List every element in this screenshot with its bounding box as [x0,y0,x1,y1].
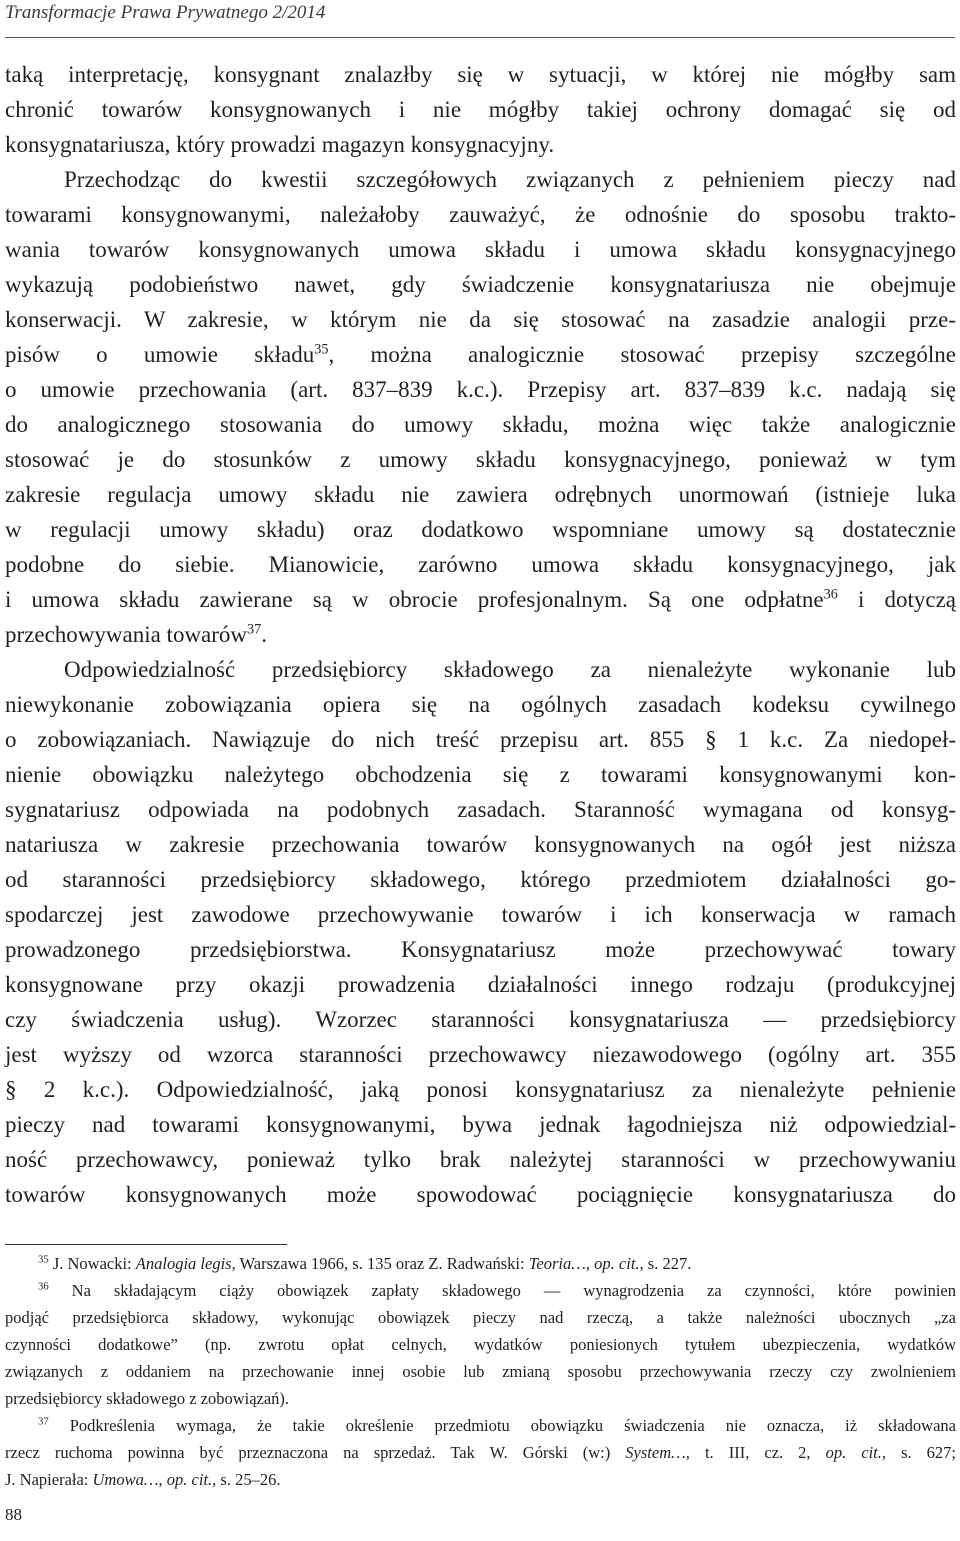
footnote-36 [38,1280,956,1300]
footnote-number: 37 [38,1415,49,1428]
footnote-line: przedsiębiorcy składowego z zobowiązań). [5,1389,290,1408]
footnote-title: op. cit. [166,1470,213,1489]
footnote-text: , [158,1470,167,1489]
footnote-line: podjąć przedsiębiorca składowy, wykonując obowiązek pieczy nad rzeczą, a także należności ubocznych „za [5,1308,956,1327]
body-line: ność przechowawcy, ponieważ tylko brak należytej staranności w przechowywaniu [5,1147,956,1172]
footnote-text: rzecz ruchoma powinna być przeznaczona na sprzedaż. Tak W. Górski (w:) [5,1443,626,1462]
body-line: czy świadczenia usług). Wzorzec staranności konsygnatariusza — przedsiębiorcy [5,1007,956,1032]
body-line: o zobowiązaniach. Nawiązuje do nich treść przepisu art. 855 § 1 k.c. Za niedopeł- [5,727,956,752]
body-line: Przechodząc do kwestii szczegółowych związanych z pełnieniem pieczy nad [64,167,956,192]
footnote-text: , s. 227. [639,1254,692,1273]
footnote-ref-37: 37 [247,621,262,638]
footnote-title: System… [625,1443,686,1462]
footnote-line [5,1472,956,1489]
footnote-35 [38,1253,956,1273]
footnote-text: , s. 627; [881,1443,956,1462]
body-line: konserwacji. W zakresie, w którym nie da się stosować na zasadzie analogii prze- [5,307,956,332]
header-rule [5,37,955,38]
footnote-number: 35 [38,1253,49,1266]
body-text: pisów o umowie składu [5,342,315,367]
body-text: , można analogicznie stosować przepisy szczególne [328,342,956,367]
body-line: konsygnatariusza, który prowadzi magazyn konsygnacyjny. [5,132,555,157]
footnote-text: , Warszawa 1966, s. 135 oraz Z. Radwański: [231,1254,529,1273]
body-line: towarami konsygnowanymi, należałoby zauważyć, że odnośnie do sposobu trakto- [5,202,956,227]
footnote-text: , t. III, cz. 2, [685,1443,826,1462]
body-line: natariusza w zakresie przechowania towarów konsygnowanych na ogół jest niższa [5,832,956,857]
footnote-ref-36: 36 [823,586,838,603]
body-line: sygnatariusz odpowiada na podobnych zasadach. Staranność wymagana od konsyg- [5,797,956,822]
body-line: taką interpretację, konsygnant znalazłby się w sytuacji, w której nie mógłby sam [5,62,956,87]
body-text: . [261,622,268,647]
body-line: wania towarów konsygnowanych umowa składu i umowa składu konsygnacyjnego [5,237,956,262]
body-line [5,623,956,646]
footnote-line: czynności dodatkowe” (np. zwrotu opłat celnych, wydatków poniesionych tytułem ubezpieczenia, wydatków [5,1335,956,1354]
running-header: Transformacje Prawa Prywatnego 2/2014 [5,2,326,23]
body-text: przechowywania towarów [5,622,248,647]
body-line: pieczy nad towarami konsygnowanymi, bywa jednak łagodniejsza niż odpowiedzial- [5,1112,956,1137]
body-line: wykazują podobieństwo nawet, gdy świadczenie konsygnatariusza nie obejmuje [5,272,956,297]
body-line: o umowie przechowania (art. 837–839 k.c.). Przepisy art. 837–839 k.c. nadają się [5,377,956,402]
body-line: stosować je do stosunków z umowy składu konsygnacyjnego, ponieważ w tym [5,447,956,472]
body-line: zakresie regulacja umowy składu nie zawiera odrębnych unormowań (istnieje luka [5,482,956,507]
body-line: nienie obowiązku należytego obchodzenia się z towarami konsygnowanymi kon- [5,762,956,787]
body-line: jest wyższy od wzorca staranności przechowawcy niezawodowego (ogólny art. 355 [5,1042,956,1067]
body-line: § 2 k.c.). Odpowiedzialność, jaką ponosi konsygnatariusz za nienależyte pełnienie [5,1077,956,1102]
body-line: konsygnowane przy okazji prowadzenia działalności innego rodzaju (produkcyjnej [5,972,956,997]
body-line: podobne do siebie. Mianowicie, zarówno umowa składu konsygnacyjnego, jak [5,552,956,577]
page-number: 88 [5,1505,22,1524]
body-line: w regulacji umowy składu) oraz dodatkowo wspomniane umowy są dostatecznie [5,517,956,542]
footnote-text: J. Napierała: [5,1470,93,1489]
footnote-title: op. cit. [825,1443,882,1462]
footnote-text: , s. 25–26. [212,1470,281,1489]
footnote-title: Teoria… [528,1254,586,1273]
footnote-37 [38,1415,956,1435]
body-line [5,343,956,366]
body-text: i umowa składu zawierane są w obrocie profesjonalnym. Są one odpłatne [5,587,824,612]
footnote-ref-35: 35 [314,341,329,358]
body-line [5,588,956,611]
body-line: prowadzonego przedsiębiorstwa. Konsygnatariusz może przechowywać towary [5,937,956,962]
footnote-title: Umowa… [92,1470,159,1489]
body-line: do analogicznego stosowania do umowy składu, można więc także analogicznie [5,412,956,437]
body-line: spodarczej jest zawodowe przechowywanie towarów i ich konserwacja w ramach [5,902,956,927]
body-line: niewykonanie zobowiązania opiera się na ogólnych zasadach kodeksu cywilnego [5,692,956,717]
footnote-number: 36 [38,1280,49,1293]
footnote-line: związanych z oddaniem na przechowanie innej osobie lub zmianą sposobu przechowywania rzeczy czy zwolnieniem [5,1362,956,1381]
footnote-text: Na składającym ciąży obowiązek zapłaty składowego — wynagrodzenia za czynności, które powinien [48,1281,956,1300]
footnote-text: J. Nowacki: [48,1254,136,1273]
footnote-text: , [585,1254,595,1273]
body-line: od staranności przedsiębiorcy składowego, którego przedmiotem działalności go- [5,867,956,892]
footnote-title: op. cit. [594,1254,640,1273]
body-line: towarów konsygnowanych może spowodować pociągnięcie konsygnatariusza do [5,1182,956,1207]
footnote-line [5,1445,956,1462]
body-line: Odpowiedzialność przedsiębiorcy składowego za nienależyte wykonanie lub [64,657,956,682]
footnote-text: Podkreślenia wymaga, że takie określenie przedmiotu obowiązku świadczenia nie oznacza, iż składowana [48,1416,956,1435]
body-text: i dotyczą [837,587,957,612]
footnote-title: Analogia legis [135,1254,232,1273]
footnote-separator [5,1244,287,1245]
body-line: chronić towarów konsygnowanych i nie mógłby takiej ochrony domagać się od [5,97,956,122]
